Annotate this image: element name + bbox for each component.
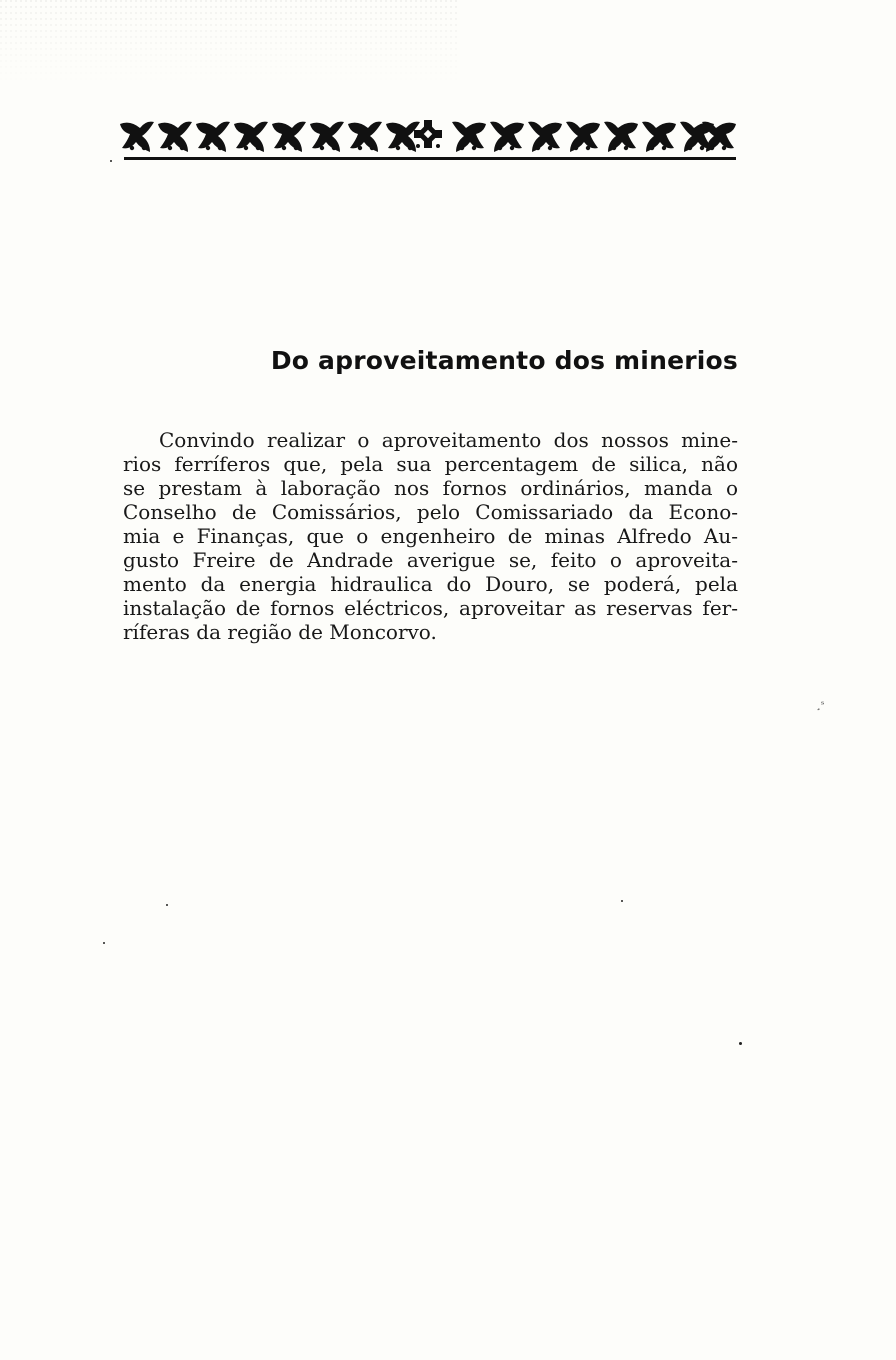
- paragraph-line: Conselho de Comissários, pelo Comissariado da Econo-: [123, 500, 738, 524]
- scan-dot: [621, 900, 623, 902]
- paragraph-line: gusto Freire de Andrade averigue se, feito o aproveita-: [123, 548, 738, 572]
- page-title: Do aproveitamento dos minerios: [270, 346, 738, 375]
- paragraph-line: ríferas da região de Moncorvo.: [123, 620, 437, 644]
- ornament-right-group: [452, 122, 736, 152]
- decorative-header-ornament: [118, 112, 738, 164]
- paragraph-line: rios ferríferos que, pela sua percentagem de silica, não: [123, 452, 738, 476]
- scan-dot: [110, 160, 112, 162]
- paragraph-line: instalação de fornos eléctricos, aproveitar as reservas fer-: [123, 596, 738, 620]
- scan-dot: [739, 1042, 742, 1045]
- scan-dot: [166, 904, 168, 906]
- body-paragraph: [123, 428, 738, 644]
- paragraph-line: mia e Finanças, que o engenheiro de minas Alfredo Au-: [123, 524, 738, 548]
- paragraph-line: Convindo realizar o aproveitamento dos nossos mine-: [159, 428, 738, 452]
- paragraph-line: mento da energia hidraulica do Douro, se poderá, pela: [123, 572, 738, 596]
- scan-mark: ¸ˢ: [816, 700, 825, 711]
- ornament-left-group: [120, 122, 420, 152]
- ornament-rule: [124, 157, 736, 160]
- scan-dot: [103, 942, 105, 944]
- paragraph-line: se prestam à laboração nos fornos ordinários, manda o: [123, 476, 738, 500]
- scan-noise: [0, 0, 460, 90]
